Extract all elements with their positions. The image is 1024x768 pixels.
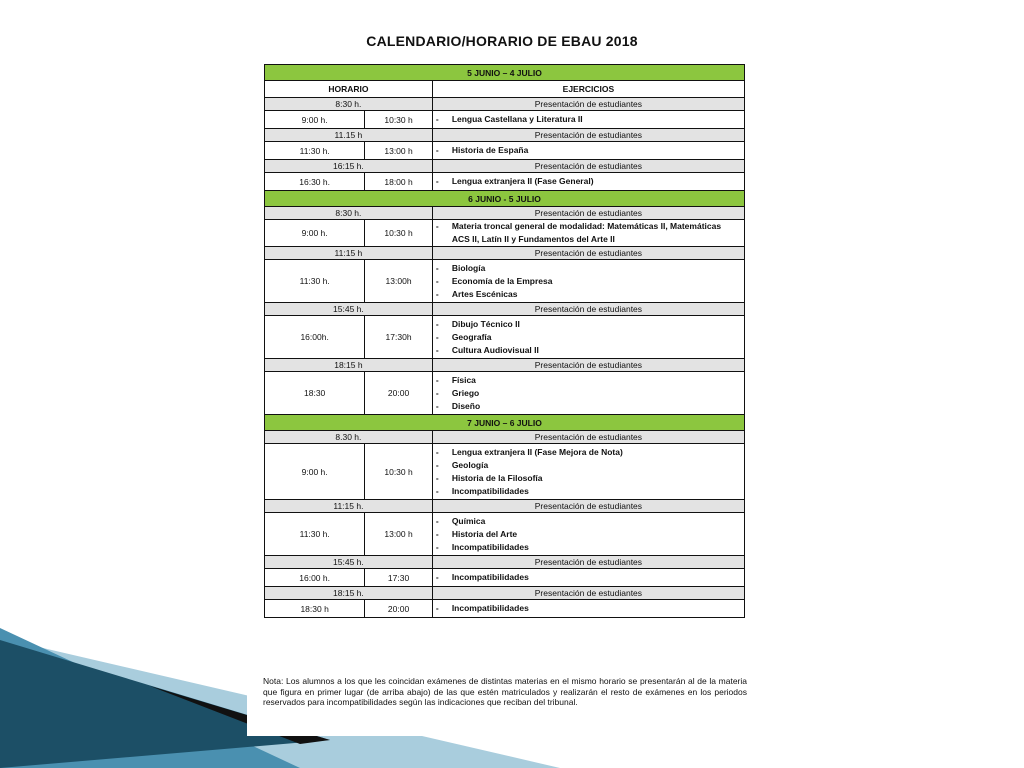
exam-subject-item — [436, 344, 741, 357]
presentation-text: Presentación de estudiantes — [432, 359, 744, 372]
exam-subject-name: Historia del Arte — [451, 528, 518, 539]
presentation-text: Presentación de estudiantes — [432, 303, 744, 316]
exam-subject-name: Lengua Castellana y Literatura II — [451, 114, 583, 124]
presentation-text: Presentación de estudiantes — [432, 160, 744, 173]
exam-start-time: 9:00 h. — [265, 444, 365, 500]
bullet-dash: - — [435, 114, 439, 124]
exam-subject-item — [436, 485, 741, 498]
presentation-text: Presentación de estudiantes — [432, 500, 744, 513]
presentation-text: Presentación de estudiantes — [432, 247, 744, 260]
exam-subject-item — [436, 387, 741, 400]
column-header-ejercicios: EJERCICIOS — [432, 81, 744, 98]
bullet-dash: - — [435, 446, 439, 457]
exam-subject-name: Lengua extranjera II (Fase General) — [451, 176, 594, 186]
presentation-text: Presentación de estudiantes — [432, 587, 744, 600]
exam-row — [265, 220, 745, 247]
presentation-time: 8:30 h. — [265, 98, 433, 111]
day-header-row — [265, 65, 745, 81]
exam-subject-item — [436, 446, 741, 459]
column-header-horario: HORARIO — [265, 81, 433, 98]
bullet-dash: - — [435, 459, 439, 470]
presentation-time: 15:45 h. — [265, 303, 433, 316]
exam-row — [265, 372, 745, 415]
exam-subjects — [432, 316, 744, 359]
bullet-dash: - — [435, 288, 439, 299]
exam-row — [265, 142, 745, 160]
exam-end-time: 13:00 h — [365, 142, 433, 160]
exam-subject-name: Física — [451, 374, 476, 385]
bullet-dash: - — [435, 603, 439, 613]
exam-subject-item — [436, 374, 741, 387]
day-header-label: 5 JUNIO – 4 JULIO — [265, 65, 745, 81]
exam-subject-item — [436, 262, 741, 275]
exam-end-time: 13:00 h — [365, 513, 433, 556]
exam-row — [265, 260, 745, 303]
presentation-time: 18:15 h. — [265, 587, 433, 600]
exam-subjects — [432, 569, 744, 587]
exam-start-time: 11:30 h. — [265, 142, 365, 160]
presentation-text: Presentación de estudiantes — [432, 207, 744, 220]
exam-subjects — [432, 220, 744, 247]
bullet-dash: - — [435, 176, 439, 186]
column-header-row — [265, 81, 745, 98]
presentation-row — [265, 207, 745, 220]
exam-subject-name: Incompatibilidades — [451, 603, 529, 613]
exam-subjects — [432, 111, 744, 129]
exam-end-time: 20:00 — [365, 372, 433, 415]
exam-subject-name: Incompatibilidades — [451, 485, 529, 496]
exam-subject-name: Artes Escénicas — [451, 288, 518, 299]
exam-end-time: 10:30 h — [365, 220, 433, 247]
exam-subject-name: Griego — [451, 387, 480, 398]
exam-start-time: 11:30 h. — [265, 260, 365, 303]
presentation-text: Presentación de estudiantes — [432, 98, 744, 111]
presentation-row — [265, 359, 745, 372]
presentation-time: 18:15 h — [265, 359, 433, 372]
exam-start-time: 9:00 h. — [265, 111, 365, 129]
exam-start-time: 16:00h. — [265, 316, 365, 359]
exam-end-time: 20:00 — [365, 600, 433, 618]
exam-subject-name: Geología — [451, 459, 489, 470]
exam-start-time: 16:30 h. — [265, 173, 365, 191]
presentation-row — [265, 500, 745, 513]
bullet-dash: - — [435, 221, 439, 231]
bullet-dash: - — [435, 318, 439, 329]
exam-subject-item — [436, 175, 741, 188]
exam-row — [265, 513, 745, 556]
presentation-row — [265, 129, 745, 142]
exam-row — [265, 111, 745, 129]
exam-row — [265, 316, 745, 359]
exam-end-time: 17:30 — [365, 569, 433, 587]
presentation-time: 11:15 h. — [265, 500, 433, 513]
presentation-row — [265, 247, 745, 260]
exam-subject-name: Historia de España — [451, 145, 529, 155]
bullet-dash: - — [435, 400, 439, 411]
exam-start-time: 11:30 h. — [265, 513, 365, 556]
exam-row — [265, 600, 745, 618]
exam-row — [265, 569, 745, 587]
bullet-dash: - — [435, 344, 439, 355]
bullet-dash: - — [435, 528, 439, 539]
day-header-label: 6 JUNIO - 5 JULIO — [265, 191, 745, 207]
bullet-dash: - — [435, 374, 439, 385]
exam-subject-item — [436, 528, 741, 541]
exam-subject-name: Química — [451, 515, 486, 526]
exam-subject-item — [436, 318, 741, 331]
schedule-table — [264, 64, 745, 618]
bullet-dash: - — [435, 387, 439, 398]
exam-end-time: 10:30 h — [365, 444, 433, 500]
exam-subject-item — [436, 571, 741, 584]
exam-subjects — [432, 173, 744, 191]
exam-subjects — [432, 372, 744, 415]
bullet-dash: - — [435, 572, 439, 582]
exam-subjects — [432, 600, 744, 618]
bullet-dash: - — [435, 485, 439, 496]
day-header-row — [265, 191, 745, 207]
presentation-row — [265, 587, 745, 600]
exam-subjects — [432, 260, 744, 303]
day-header-row — [265, 415, 745, 431]
exam-start-time: 16:00 h. — [265, 569, 365, 587]
exam-subject-item — [436, 331, 741, 344]
schedule-document — [247, 28, 757, 736]
exam-subject-name: Dibujo Técnico II — [451, 318, 520, 329]
presentation-time: 11:15 h — [265, 247, 433, 260]
exam-subjects — [432, 142, 744, 160]
bullet-dash: - — [435, 515, 439, 526]
bullet-dash: - — [435, 331, 439, 342]
document-title: CALENDARIO/HORARIO DE EBAU 2018 — [366, 33, 638, 49]
exam-subject-item — [436, 459, 741, 472]
presentation-time: 16:15 h. — [265, 160, 433, 173]
exam-subject-item — [436, 541, 741, 554]
presentation-row — [265, 556, 745, 569]
bullet-dash: - — [435, 472, 439, 483]
exam-end-time: 10:30 h — [365, 111, 433, 129]
exam-row — [265, 173, 745, 191]
bullet-dash: - — [435, 262, 439, 273]
presentation-row — [265, 303, 745, 316]
exam-end-time: 18:00 h — [365, 173, 433, 191]
presentation-time: 8.30 h. — [265, 431, 433, 444]
exam-subject-item — [436, 400, 741, 413]
exam-subject-item — [436, 113, 741, 126]
presentation-row — [265, 160, 745, 173]
exam-subject-item — [436, 220, 741, 246]
exam-start-time: 18:30 h — [265, 600, 365, 618]
exam-start-time: 18:30 — [265, 372, 365, 415]
exam-subject-name: Diseño — [451, 400, 481, 411]
bullet-dash: - — [435, 145, 439, 155]
day-header-label: 7 JUNIO – 6 JULIO — [265, 415, 745, 431]
exam-subject-name: Biología — [451, 262, 486, 273]
bullet-dash: - — [435, 275, 439, 286]
exam-end-time: 17:30h — [365, 316, 433, 359]
exam-subject-name: Incompatibilidades — [451, 572, 529, 582]
exam-row — [265, 444, 745, 500]
exam-subject-name: Incompatibilidades — [451, 541, 529, 552]
exam-subject-item — [436, 144, 741, 157]
presentation-time: 8:30 h. — [265, 207, 433, 220]
presentation-row — [265, 431, 745, 444]
exam-subject-name: Historia de la Filosofía — [451, 472, 543, 483]
presentation-text: Presentación de estudiantes — [432, 129, 744, 142]
exam-subject-item — [436, 275, 741, 288]
presentation-row — [265, 98, 745, 111]
exam-subject-name: Economía de la Empresa — [451, 275, 553, 286]
exam-subject-item — [436, 472, 741, 485]
schedule-table-body — [265, 65, 745, 618]
exam-subject-name: Materia troncal general de modalidad: Matemáticas II, Matemáticas ACS II, Latín II y Fundamentos del Arte II — [451, 221, 722, 244]
exam-subject-name: Lengua extranjera II (Fase Mejora de Nota) — [451, 446, 623, 457]
exam-subjects — [432, 513, 744, 556]
exam-start-time: 9:00 h. — [265, 220, 365, 247]
exam-subjects — [432, 444, 744, 500]
exam-subject-item — [436, 515, 741, 528]
exam-subject-item — [436, 602, 741, 615]
bullet-dash: - — [435, 541, 439, 552]
footnote: Nota: Los alumnos a los que les coincidan exámenes de distintas materias en el mismo horario se presentarán al de la materia que figura en primer lugar (de arriba abajo) de las que estén matriculados y realizarán el resto de exámenes en los periodos reservados para incompatibilidades según las indicaciones que reciban del tribunal. — [263, 676, 747, 707]
presentation-text: Presentación de estudiantes — [432, 556, 744, 569]
presentation-time: 15:45 h. — [265, 556, 433, 569]
exam-subject-name: Cultura Audiovisual II — [451, 344, 539, 355]
presentation-text: Presentación de estudiantes — [432, 431, 744, 444]
exam-end-time: 13:00h — [365, 260, 433, 303]
exam-subject-item — [436, 288, 741, 301]
exam-subject-name: Geografía — [451, 331, 492, 342]
presentation-time: 11.15 h — [265, 129, 433, 142]
